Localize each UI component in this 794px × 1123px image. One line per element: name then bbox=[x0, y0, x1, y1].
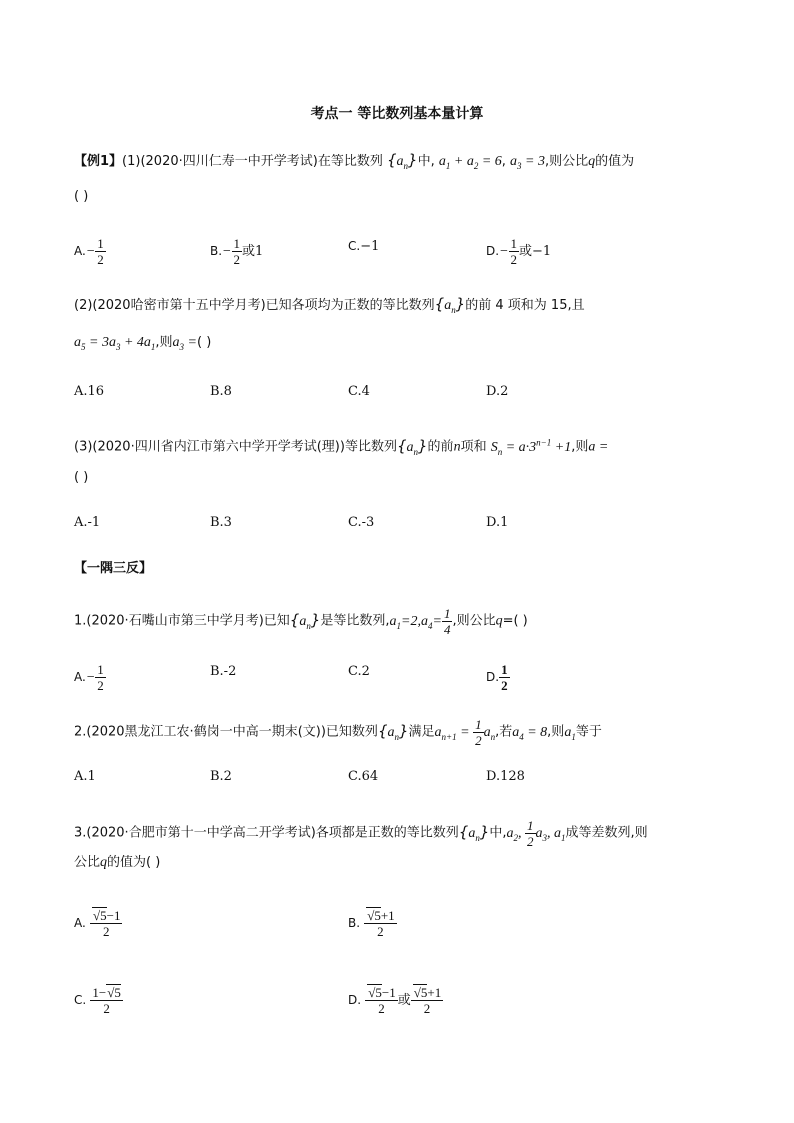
option-c: C.64 bbox=[348, 769, 379, 784]
example1-part1-stem: 【例1】(1)(2020·四川仁寿一中开学考试)在等比数列 $\{a_n\}$中, $a_1 + a_2 = 6$, $a_3 = 3$,则公比q的值为 bbox=[74, 151, 635, 171]
option-d: D.1 bbox=[486, 515, 509, 530]
option-b: B.-2 bbox=[210, 664, 237, 679]
example1-part2-stem: (2)(2020哈密市第十五中学月考)已知各项均为正数的等比数列$\{a_n\}$的前 4 项和为 15,且 bbox=[74, 295, 585, 315]
option-c: C. $\frac{1-√5}{2}$ bbox=[74, 985, 121, 1016]
condition-formula: $S_n = a\cdot 3^{n-1} +1$ bbox=[490, 437, 572, 457]
page-title: 考点一 等比数列基本量计算 bbox=[310, 106, 484, 122]
option-a: A.16 bbox=[74, 384, 105, 399]
condition-formula: $a_5 = 3a_3 + 4a_1$ bbox=[74, 335, 156, 352]
question2-stem: 2.(2020黑龙江工农·鹤岗一中高一期末(文))已知数列$\{a_n\}$满足$a_{n+1}$ = $\frac{1}{2}$ $a_n$,若$a_4 = 8$,则$a_1$等于 bbox=[74, 717, 602, 748]
sequence-symbol: $\{a_n\}$ bbox=[434, 295, 466, 315]
option-a: A.− $\frac{1}{2}$ bbox=[74, 662, 104, 693]
option-c: C.-3 bbox=[348, 515, 375, 530]
option-c: C.4 bbox=[348, 384, 370, 399]
question3-stem-cont: 公比q的值为( ) bbox=[74, 855, 161, 870]
sequence-symbol: $\{a_n\}$ bbox=[387, 151, 418, 171]
option-c: C.−1 bbox=[348, 239, 380, 254]
option-b: B.3 bbox=[210, 515, 232, 530]
option-d: D.128 bbox=[486, 769, 525, 784]
condition-formula: $a_2$, $\frac{1}{2}$ $a_3$, $a_1$ bbox=[506, 818, 566, 849]
question3-stem: 3.(2020·合肥市第十一中学高二开学考试)各项都是正数的等比数列$\{a_n\}$中$,a_2$, $\frac{1}{2}$ $a_3$, $a_1$成等差数列,则 bbox=[74, 818, 648, 849]
option-d: D.2 bbox=[486, 384, 509, 399]
condition-formula: $a_1 + a_2 = 6$ bbox=[438, 154, 502, 171]
sequence-symbol: $\{a_n\}$ bbox=[458, 822, 490, 843]
answer-paren: ( ) bbox=[74, 189, 89, 204]
option-a: A.1 bbox=[74, 769, 96, 784]
option-d: D. $\frac{√5-1}{2}$ 或 $\frac{√5+1}{2}$ bbox=[348, 985, 442, 1016]
sequence-symbol: $\{a_n\}$ bbox=[289, 610, 321, 631]
example1-part3-stem: (3)(2020·四川省内江市第六中学开学考试(理))等比数列$\{a_n\}$的前n项和 $S_n = a\cdot 3^{n-1} +1$,则a = bbox=[74, 436, 609, 457]
condition-formula: $a_3 = 3$ bbox=[510, 154, 545, 171]
option-c: C.2 bbox=[348, 664, 370, 679]
option-d: D. $\frac{1}{2}$ bbox=[486, 662, 508, 693]
example1-part2-cond: $a_5 = 3a_3 + 4a_1$,则$a_3$ =( ) bbox=[74, 335, 212, 352]
condition-formula: $a_1=2,a_4=$ $\frac{1}{4}$ bbox=[389, 606, 451, 637]
option-d: D.− $\frac{1}{2}$ 或−1 bbox=[486, 236, 552, 267]
option-b: B.2 bbox=[210, 769, 232, 784]
option-a: A.− $\frac{1}{2}$ bbox=[74, 236, 104, 267]
option-b: B.8 bbox=[210, 384, 232, 399]
question1-stem: 1.(2020·石嘴山市第三中学月考)已知$\{a_n\}$是等比数列$,a_1=2,a_4=$ $\frac{1}{4}$ ,则公比q=( ) bbox=[74, 606, 528, 637]
option-b: B.− $\frac{1}{2}$ 或1 bbox=[210, 236, 264, 267]
answer-paren: ( ) bbox=[74, 470, 89, 485]
sequence-symbol: $\{a_n\}$ bbox=[377, 721, 409, 742]
condition-formula: $a_{n+1}$ = $\frac{1}{2}$ $a_n$ bbox=[434, 717, 496, 748]
option-a: A. $\frac{√5-1}{2}$ bbox=[74, 908, 121, 939]
example-tag: 【例1】 bbox=[74, 154, 123, 169]
section-heading: 【一隅三反】 bbox=[74, 561, 153, 576]
option-b: B. $\frac{√5+1}{2}$ bbox=[348, 908, 395, 939]
option-a: A.-1 bbox=[74, 515, 101, 530]
sequence-symbol: $\{a_n\}$ bbox=[396, 436, 428, 457]
